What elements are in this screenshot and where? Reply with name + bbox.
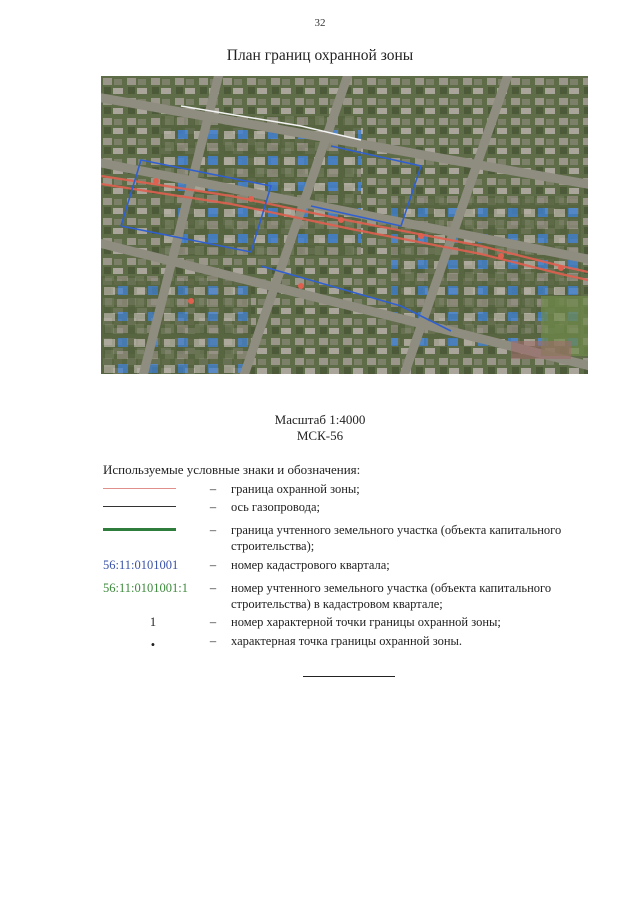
legend-description: граница учтенного земельного участка (объекта капитального строительства); xyxy=(231,523,562,553)
end-divider xyxy=(303,676,395,677)
cadastral-quarter-symbol: 56:11:0101001 xyxy=(103,558,179,572)
legend-description: номер кадастрового квартала; xyxy=(231,558,390,572)
point-number-symbol: 1 xyxy=(149,615,157,629)
legend-dash: – xyxy=(209,615,217,629)
legend-description: номер учтенного земельного участка (объекта капитального строительства) в кадастровом квартале; xyxy=(231,581,552,611)
gas-axis-line-symbol xyxy=(103,506,176,507)
page-title: План границ охранной зоны xyxy=(226,47,414,64)
page-number: 32 xyxy=(314,17,326,29)
legend-dash: – xyxy=(209,500,217,514)
satellite-map xyxy=(101,76,588,374)
legend-heading: Используемые условные знаки и обозначения: xyxy=(103,462,361,477)
characteristic-point-dot-icon: • xyxy=(150,638,156,652)
legend-description: ось газопровода; xyxy=(231,500,321,514)
parcel-boundary-line-symbol xyxy=(103,528,176,531)
legend-dash: – xyxy=(209,482,217,496)
legend-description: номер характерной точки границы охранной зоны; xyxy=(231,615,501,629)
legend-dash: – xyxy=(209,558,217,572)
legend-dash: – xyxy=(209,523,217,537)
legend-dash: – xyxy=(209,634,217,648)
protection-zone-line-symbol xyxy=(103,488,176,489)
coordinate-system: МСК-56 xyxy=(296,428,344,443)
scale-block xyxy=(0,412,640,444)
legend-description: граница охранной зоны; xyxy=(231,482,360,496)
parcel-number-symbol: 56:11:0101001:1 xyxy=(103,581,188,595)
legend-description: характерная точка границы охранной зоны. xyxy=(231,634,463,648)
legend-dash: – xyxy=(209,581,217,595)
satellite-map-image xyxy=(101,76,588,374)
scale-label: Масштаб 1:4000 xyxy=(274,412,366,427)
